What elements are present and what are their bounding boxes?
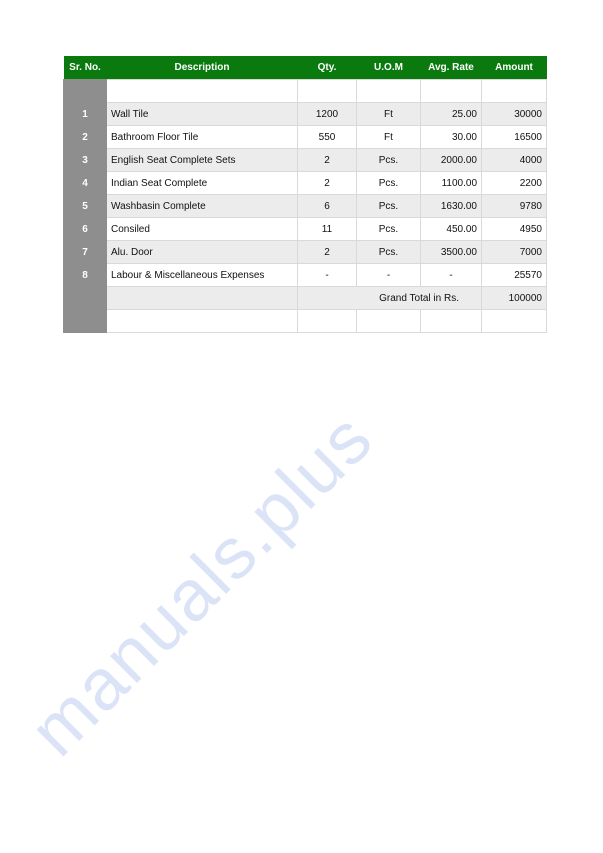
description-cell: Bathroom Floor Tile: [107, 126, 298, 149]
header-description: Description: [107, 56, 298, 80]
table-row: [64, 126, 547, 149]
amount-cell: 4950: [482, 218, 547, 241]
amount-cell: 4000: [482, 149, 547, 172]
rate-cell: 1100.00: [421, 172, 482, 195]
header-amount: Amount: [482, 56, 547, 80]
description-cell: Labour & Miscellaneous Expenses: [107, 264, 298, 287]
sr-cell: [64, 80, 107, 103]
grand-total-label: Grand Total in Rs.: [298, 287, 482, 310]
amount-cell: 16500: [482, 126, 547, 149]
sr-cell: [64, 287, 107, 310]
sr-cell: 7: [64, 241, 107, 264]
cell: [107, 287, 298, 310]
qty-cell: 550: [298, 126, 357, 149]
sr-cell: 1: [64, 103, 107, 126]
cell: [482, 80, 547, 103]
qty-cell: 6: [298, 195, 357, 218]
cell: [298, 310, 357, 333]
blank-row-top: [64, 80, 547, 103]
sr-cell: 6: [64, 218, 107, 241]
uom-cell: Ft: [357, 126, 421, 149]
sr-cell: 3: [64, 149, 107, 172]
rate-cell: -: [421, 264, 482, 287]
sr-cell: 2: [64, 126, 107, 149]
table-row: [64, 149, 547, 172]
grand-total-row: [64, 287, 547, 310]
amount-cell: 30000: [482, 103, 547, 126]
cell: [421, 310, 482, 333]
cell: [421, 80, 482, 103]
watermark-text: manuals.plus: [14, 397, 389, 772]
sr-cell: 8: [64, 264, 107, 287]
cell: [298, 80, 357, 103]
amount-cell: 25570: [482, 264, 547, 287]
table-body: [64, 80, 547, 333]
table-row: [64, 103, 547, 126]
header-row: [64, 56, 547, 80]
header-uom: U.O.M: [357, 56, 421, 80]
uom-cell: Pcs.: [357, 241, 421, 264]
cell: [357, 80, 421, 103]
quotation-table: [63, 56, 547, 333]
amount-cell: 2200: [482, 172, 547, 195]
grand-total-value: 100000: [482, 287, 547, 310]
rate-cell: 3500.00: [421, 241, 482, 264]
cell: [357, 310, 421, 333]
rate-cell: 1630.00: [421, 195, 482, 218]
table-header: [64, 56, 547, 80]
uom-cell: -: [357, 264, 421, 287]
rate-cell: 2000.00: [421, 149, 482, 172]
qty-cell: -: [298, 264, 357, 287]
description-cell: Indian Seat Complete: [107, 172, 298, 195]
sr-cell: 4: [64, 172, 107, 195]
qty-cell: 2: [298, 172, 357, 195]
header-sr-no: Sr. No.: [64, 56, 107, 80]
table-row: [64, 241, 547, 264]
uom-cell: Pcs.: [357, 172, 421, 195]
qty-cell: 11: [298, 218, 357, 241]
uom-cell: Ft: [357, 103, 421, 126]
description-cell: English Seat Complete Sets: [107, 149, 298, 172]
header-avg-rate: Avg. Rate: [421, 56, 482, 80]
table-row: [64, 172, 547, 195]
qty-cell: 2: [298, 241, 357, 264]
qty-cell: 2: [298, 149, 357, 172]
rate-cell: 25.00: [421, 103, 482, 126]
rate-cell: 450.00: [421, 218, 482, 241]
table-row: [64, 264, 547, 287]
description-cell: Alu. Door: [107, 241, 298, 264]
table-row: [64, 195, 547, 218]
uom-cell: Pcs.: [357, 149, 421, 172]
description-cell: Wall Tile: [107, 103, 298, 126]
cell: [482, 310, 547, 333]
cell: [107, 310, 298, 333]
qty-cell: 1200: [298, 103, 357, 126]
table-row: [64, 218, 547, 241]
rate-cell: 30.00: [421, 126, 482, 149]
amount-cell: 7000: [482, 241, 547, 264]
uom-cell: Pcs.: [357, 195, 421, 218]
uom-cell: Pcs.: [357, 218, 421, 241]
description-cell: Consiled: [107, 218, 298, 241]
description-cell: Washbasin Complete: [107, 195, 298, 218]
blank-row-bottom: [64, 310, 547, 333]
sr-cell: [64, 310, 107, 333]
header-qty: Qty.: [298, 56, 357, 80]
sr-cell: 5: [64, 195, 107, 218]
amount-cell: 9780: [482, 195, 547, 218]
cell: [107, 80, 298, 103]
